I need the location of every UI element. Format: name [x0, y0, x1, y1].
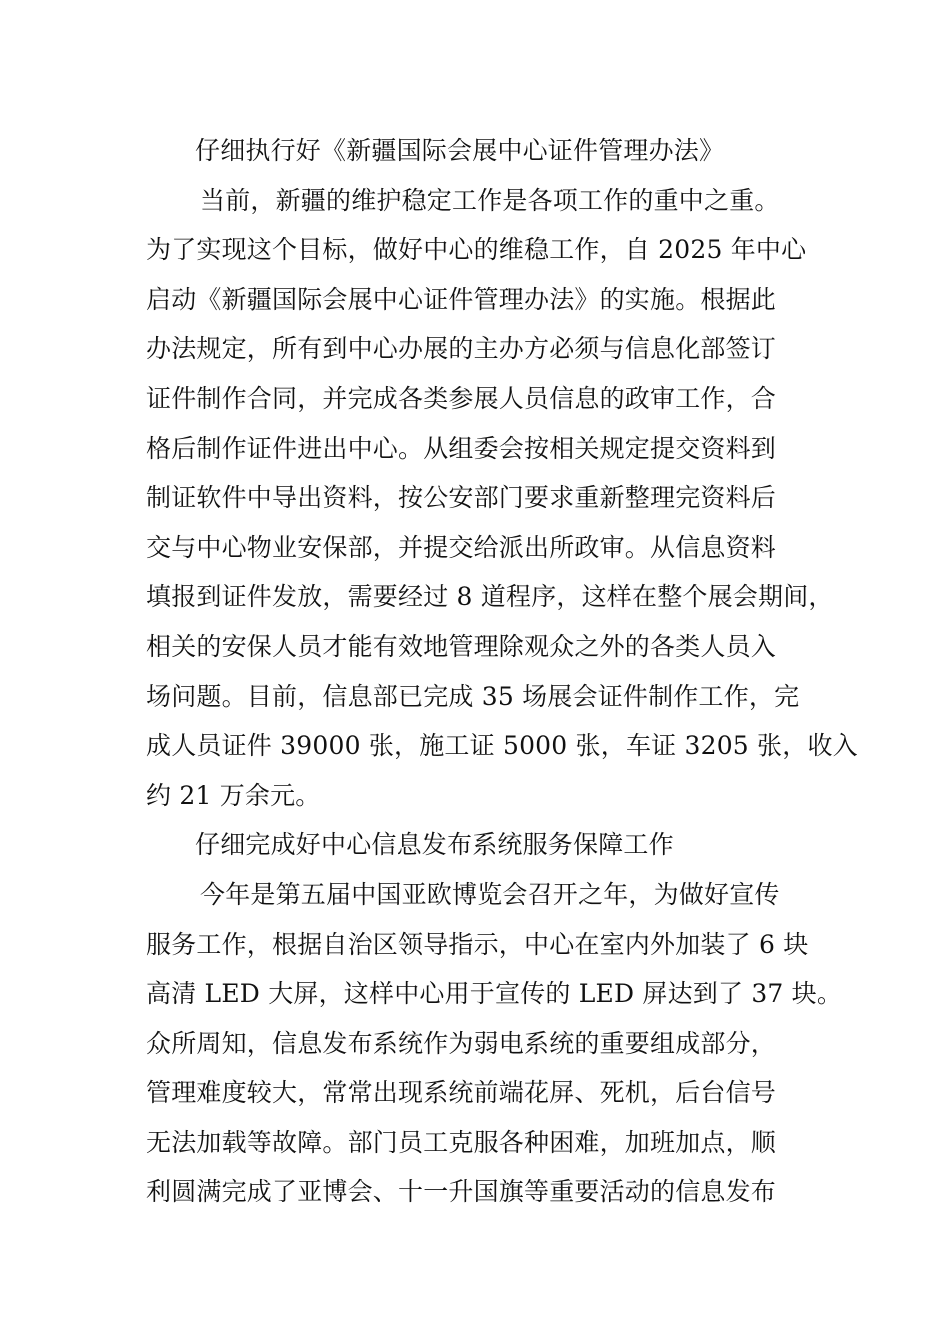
- paragraph-line: 高清 LED 大屏，这样中心用于宣传的 LED 屏达到了 37 块。: [146, 979, 843, 1009]
- paragraph-line: 无法加载等故障。部门员工克服各种困难，加班加点，顺: [146, 1127, 777, 1157]
- paragraph-line: 当前，新疆的维护稳定工作是各项工作的重中之重。: [200, 185, 780, 215]
- paragraph-line: 约 21 万余元。: [146, 780, 321, 810]
- paragraph-line: 交与中心物业安保部，并提交给派出所政审。从信息资料: [146, 532, 777, 562]
- paragraph-line: 利圆满完成了亚博会、十一升国旗等重要活动的信息发布: [146, 1177, 777, 1207]
- paragraph-line: 制证软件中导出资料，按公安部门要求重新整理完资料后: [146, 483, 777, 513]
- paragraph-line: 格后制作证件进出中心。从组委会按相关规定提交资料到: [146, 433, 777, 463]
- paragraph-line: 场问题。目前，信息部已完成 35 场展会证件制作工作，完: [146, 681, 800, 711]
- document-body: [146, 126, 858, 1217]
- paragraph-line: 启动《新疆国际会展中心证件管理办法》的实施。根据此: [146, 284, 777, 314]
- paragraph-line: 填报到证件发放，需要经过 8 道程序，这样在整个展会期间，: [146, 582, 834, 612]
- paragraph-line: 成人员证件 39000 张，施工证 5000 张，车证 3205 张，收入: [146, 731, 858, 761]
- section-heading-certificate-management: 仔细执行好《新疆国际会展中心证件管理办法》: [195, 136, 725, 165]
- paragraph-line: 相关的安保人员才能有效地管理除观众之外的各类人员入: [146, 631, 777, 661]
- paragraph-line: 为了实现这个目标，做好中心的维稳工作，自 2025 年中心: [146, 235, 807, 265]
- paragraph-line: 今年是第五届中国亚欧博览会召开之年，为做好宣传: [200, 879, 780, 909]
- section-heading-info-release-system: 仔细完成好中心信息发布系统服务保障工作: [195, 830, 674, 860]
- paragraph-line: 服务工作，根据自治区领导指示，中心在室内外加装了 6 块: [146, 929, 809, 959]
- paragraph-line: 众所周知，信息发布系统作为弱电系统的重要组成部分，: [146, 1028, 777, 1058]
- paragraph-line: 证件制作合同，并完成各类参展人员信息的政审工作，合: [146, 383, 777, 413]
- paragraph-line: 管理难度较大，常常出现系统前端花屏、死机，后台信号: [146, 1078, 777, 1108]
- paragraph-line: 办法规定，所有到中心办展的主办方必须与信息化部签订: [146, 334, 777, 364]
